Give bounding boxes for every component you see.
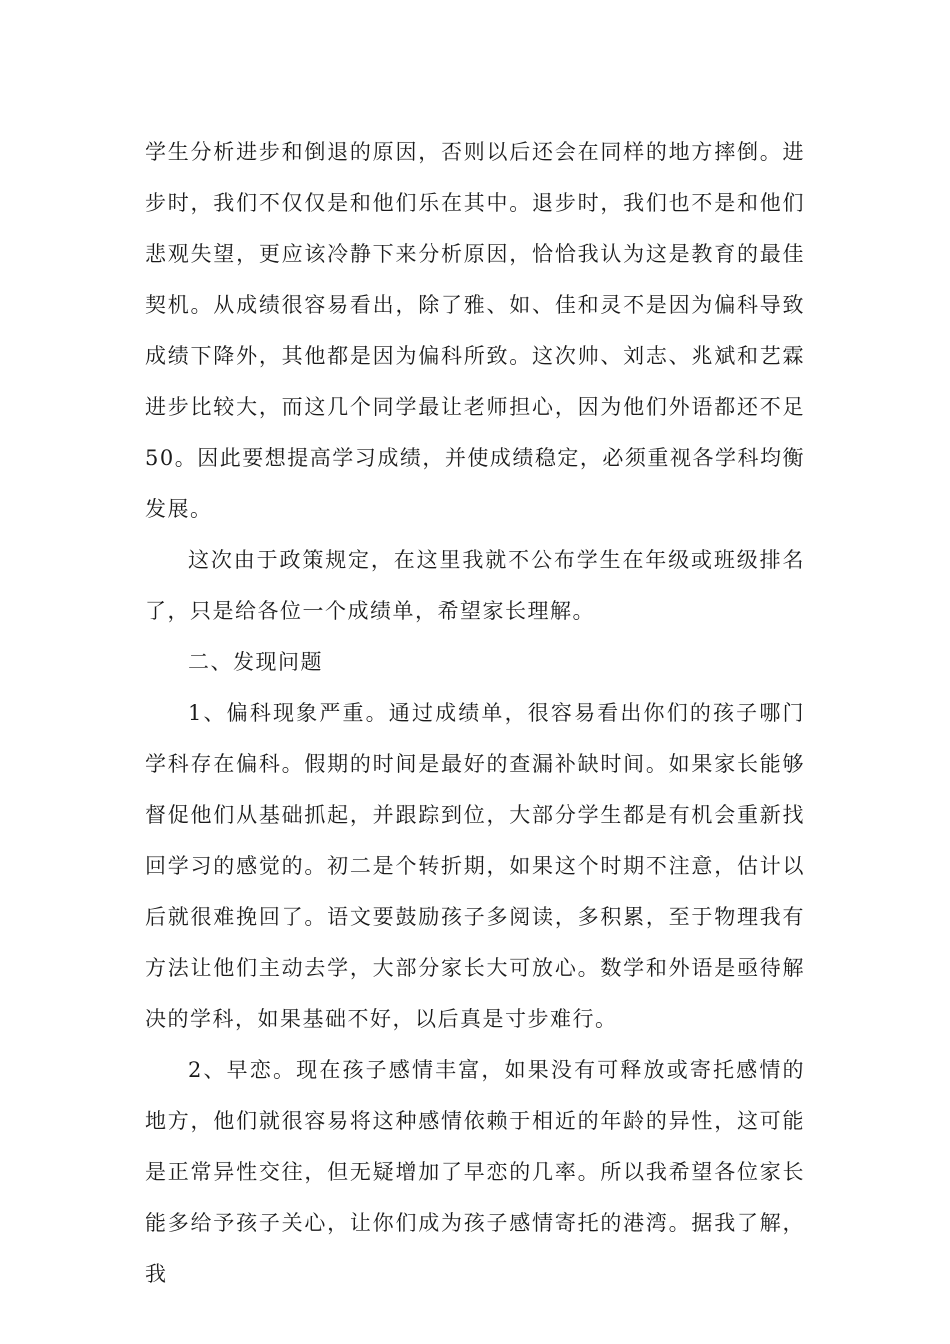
paragraph-subject-imbalance: 1、偏科现象严重。通过成绩单，很容易看出你们的孩子哪门学科存在偏科。假期的时间是最好的查漏补缺时间。如果家长能够督促他们从基础抓起，并跟踪到位，大部分学生都是有机会重新找回学习的感觉的。初二是个转折期，如果这个时期不注意，估计以后就很难挽回了。语文要鼓励孩子多阅读，多积累，至于物理我有方法让他们主动去学，大部分家长大可放心。数学和外语是亟待解决的学科，如果基础不好，以后真是寸步难行。 — [145, 701, 805, 1031]
paragraph-reasons-analysis: 学生分析进步和倒退的原因，否则以后还会在同样的地方摔倒。进步时，我们不仅仅是和他们乐在其中。退步时，我们也不是和他们悲观失望，更应该冷静下来分析原因，恰恰我认为这是教育的最佳契机。从成绩很容易看出，除了雅、如、佳和灵不是因为偏科导致成绩下降外，其他都是因为偏科所致。这次帅、刘志、兆斌和艺霖进步比较大，而这几个同学最让老师担心，因为他们外语都还不足50。因此要想提高学习成绩，并使成绩稳定，必须重视各学科均衡发展。 — [145, 140, 805, 521]
document-body — [145, 127, 805, 1300]
paragraph-early-romance: 2、早恋。现在孩子感情丰富，如果没有可释放或寄托感情的地方，他们就很容易将这种感情依赖于相近的年龄的异性，这可能是正常异性交往，但无疑增加了早恋的几率。所以我希望各位家长能多给予孩子关心，让你们成为孩子感情寄托的港湾。据我了解，我 — [145, 1058, 805, 1286]
paragraph-ranking-policy: 这次由于政策规定，在这里我就不公布学生在年级或班级排名了，只是给各位一个成绩单，希望家长理解。 — [145, 548, 805, 623]
section-heading-problems: 二、发现问题 — [188, 650, 323, 674]
